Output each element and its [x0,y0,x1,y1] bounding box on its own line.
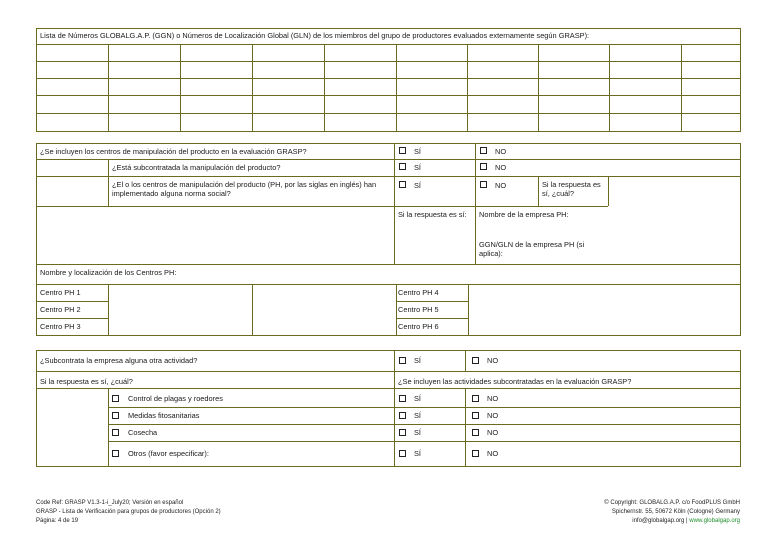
ph-center-2-label: Centro PH 2 [40,305,81,314]
sub-no-label: NO [487,356,499,365]
ph-social-no-label: NO [495,181,507,190]
ph-if-yes-label: Si la respuesta es sí: [398,210,467,219]
ph-center-3-label: Centro PH 3 [40,322,81,331]
activity-pest-control-checkbox[interactable] [112,395,119,402]
footer-separator: | [684,518,690,524]
activity-harvest-si-checkbox[interactable] [399,429,406,436]
activity-other-si-checkbox[interactable] [399,450,406,457]
ph-included-no-checkbox[interactable] [480,147,487,154]
ph-social-si-checkbox[interactable] [399,181,406,188]
activity-pest-no-label: NO [487,394,499,403]
gln-cell[interactable] [37,45,107,60]
ph-question-social-standard: ¿El o los centros de manipulación del producto (PH, por las siglas en inglés) han implementado alguna norma social? [112,180,377,198]
ph-included-si-checkbox[interactable] [399,147,406,154]
ph-company-ggn-label: GGN/GLN de la empresa PH (si aplica): [479,240,585,258]
activity-harvest-label: Cosecha [128,428,158,437]
footer-website-link[interactable]: www.globalgap.org [689,518,740,524]
sub-question: ¿Subcontrata la empresa alguna otra actividad? [40,356,198,365]
activity-phyto-checkbox[interactable] [112,412,119,419]
ph-question-subcontracted: ¿Está subcontratada la manipulación del producto? [112,163,281,172]
activity-other-label: Otros (favor especificar): [128,449,209,458]
activity-other-si-label: SÍ [414,449,421,458]
activity-phyto-no-checkbox[interactable] [472,412,479,419]
footer-page-number: Página: 4 de 19 [36,518,79,524]
activity-pest-si-label: SÍ [414,394,421,403]
activity-pest-si-checkbox[interactable] [399,395,406,402]
activity-phyto-label: Medidas fitosanitarias [128,411,200,420]
ph-social-which-label: Si la respuesta es sí, ¿cuál? [542,180,601,198]
activity-other-no-label: NO [487,449,499,458]
activity-harvest-si-label: SÍ [414,428,421,437]
footer-address: Spichernstr. 55, 50672 Köln (Cologne) Germany [611,509,740,515]
gln-table-header: Lista de Números GLOBALG.A.P. (GGN) o Números de Localización Global (GLN) de los miembros del grupo de productores evaluados externamente según GRASP): [40,31,590,40]
ph-locations-header: Nombre y localización de los Centros PH: [40,268,177,277]
ph-center-6-label: Centro PH 6 [398,322,439,331]
ph-center-4-label: Centro PH 4 [398,288,439,297]
activity-other-no-checkbox[interactable] [472,450,479,457]
sub-which-label: Si la respuesta es sí, ¿cuál? [40,377,133,386]
ph-center-5-label: Centro PH 5 [398,305,439,314]
ph-social-no-checkbox[interactable] [480,181,487,188]
activity-pest-no-checkbox[interactable] [472,395,479,402]
ph-subcontracted-si-checkbox[interactable] [399,163,406,170]
footer-code-ref: Code Ref: GRASP V1.3-1-i_July20; Versión en español [36,500,184,506]
sub-no-checkbox[interactable] [472,357,479,364]
activity-other-checkbox[interactable] [112,450,119,457]
ph-included-no-label: NO [495,147,507,156]
ph-company-name-label: Nombre de la empresa PH: [479,210,569,219]
activity-phyto-no-label: NO [487,411,499,420]
sub-si-label: SÍ [414,356,421,365]
ph-subcontracted-no-checkbox[interactable] [480,163,487,170]
footer-contact [632,518,740,526]
footer-copyright: © Copyright: GLOBALG.A.P. c/o FoodPLUS GmbH [604,500,740,506]
ph-subcontracted-si-label: SÍ [414,163,421,172]
footer-doc-title: GRASP - Lista de Verificación para grupos de productores (Opción 2) [36,509,221,515]
ph-question-included: ¿Se incluyen los centros de manipulación del producto en la evaluación GRASP? [40,147,307,156]
activity-pest-control-label: Control de plagas y roedores [128,394,223,403]
ph-social-which-field[interactable] [609,177,740,205]
activity-phyto-si-checkbox[interactable] [399,412,406,419]
ph-included-si-label: SÍ [414,147,421,156]
activity-harvest-checkbox[interactable] [112,429,119,436]
ph-social-si-label: SÍ [414,181,421,190]
activity-phyto-si-label: SÍ [414,411,421,420]
activity-harvest-no-checkbox[interactable] [472,429,479,436]
footer-email[interactable]: info@globalgap.org [632,518,685,524]
ph-center-1-label: Centro PH 1 [40,288,81,297]
sub-si-checkbox[interactable] [399,357,406,364]
activity-harvest-no-label: NO [487,428,499,437]
sub-included-question: ¿Se incluyen las actividades subcontratadas en la evaluación GRASP? [398,377,632,386]
ph-subcontracted-no-label: NO [495,163,507,172]
